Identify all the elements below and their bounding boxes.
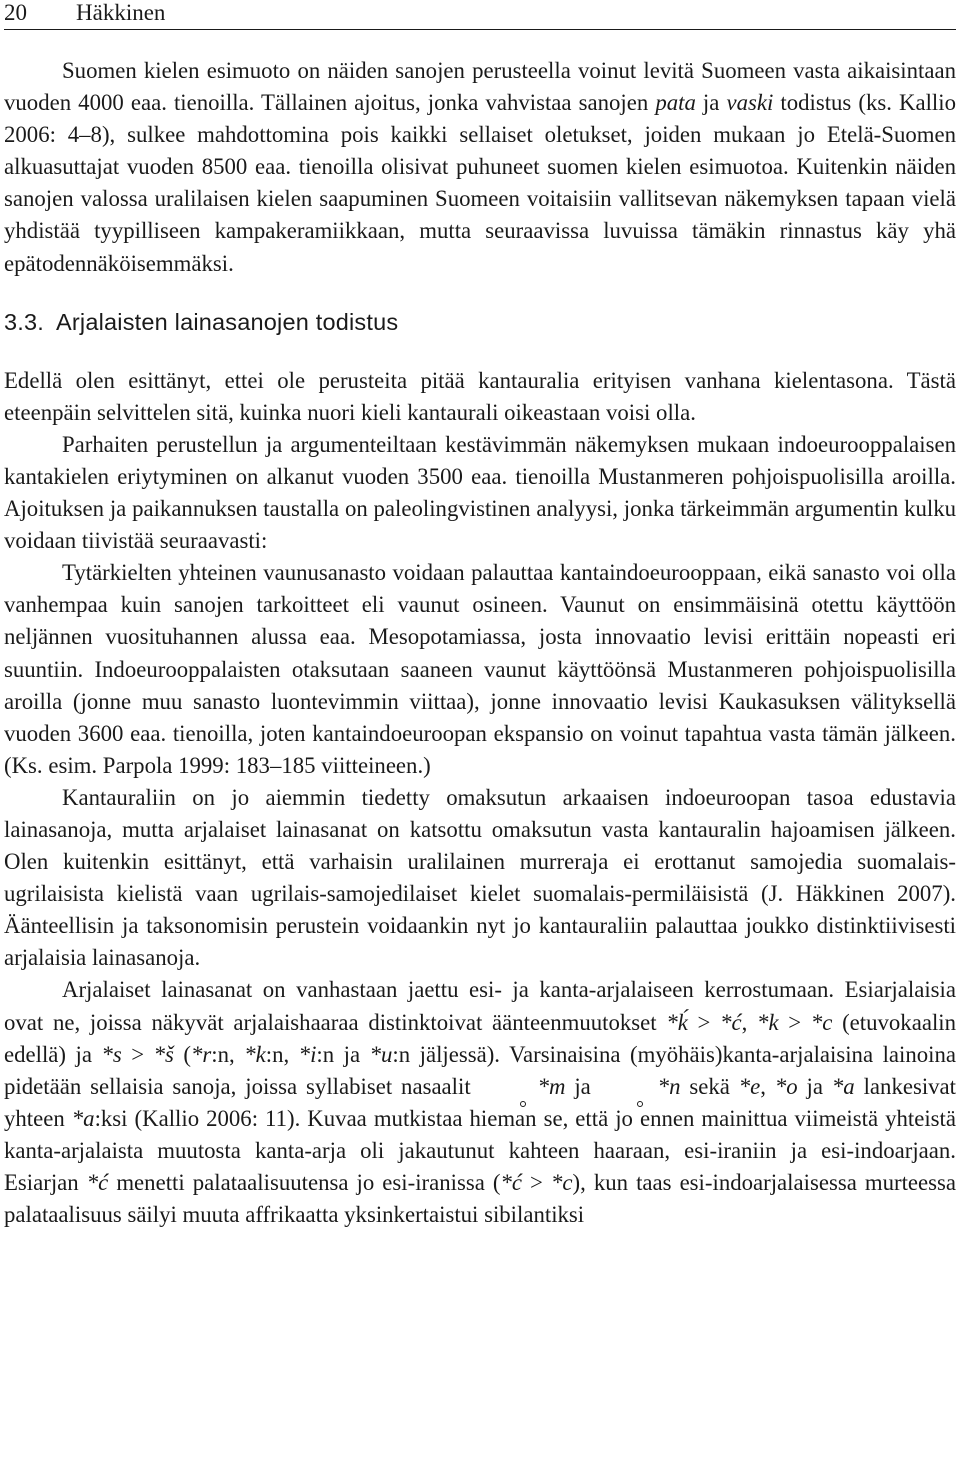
p6-text-g: :n jäljessä). Varsinaisina (myöhäis)kanta-arjalaisina lainoina pidetään sellaisia sanoja, joissa syllabiset nasaalit	[4, 1041, 957, 1099]
p6-text-k: lankesivat yhteen	[4, 1073, 957, 1131]
running-head	[4, 0, 956, 30]
word-vaski: vaski	[726, 90, 774, 116]
paragraph-1	[4, 55, 956, 280]
phoneme-syllabic-m: *m	[480, 1071, 566, 1103]
phoneme-c-acute-2: *ć	[86, 1170, 109, 1195]
p6-comma-2: ,	[760, 1073, 775, 1099]
p6-gt-3: >	[121, 1041, 154, 1067]
paragraph-6	[4, 974, 956, 1231]
paragraph-1-text-ja: ja	[695, 90, 727, 116]
section-heading	[4, 307, 956, 337]
phoneme-c-acute: *ć	[720, 1009, 742, 1035]
paragraph-1-text-b: todistus (ks. Kallio 2006: 4‒8), sulkee mahdottomina pois kaikki sellaiset oletukset, joiden mukaan jo Etelä-Suomen alkuasuttajat vuoden 8500 eaa. tienoilla olisivat puhuneet suomen kielen esimuotoa. Kuitenkin näiden sanojen valossa uralilaisen kielen saapuminen Suomeen voitaisiin vallitsevan näkemyksen tapaan vielä yhdistää tyypilliseen kampakeramiikkaan, mutta seuraavissa luvuissa tämäkin rinnastus käy yhä epätodennäköisemmäksi.	[4, 90, 956, 276]
p6-text-a: Arjalaiset lainasanat on vanhastaan jaettu esi- ja kanta-arjalaiseen kerrostumaan. Esiarjalaisia ovat ne, joissa näkyvät arjalaishaaraa distinktoivat äänteenmuutokset	[4, 977, 956, 1035]
block-quote: Tytärkielten yhteinen vaunusanasto voidaan palauttaa kantaindoeurooppaan, eikä sanasto voi olla vanhempaa kuin sanojen tarkoitteet eli vaunut osineen. Vaunut on ensimmäisinä otettu käyttöön neljännen vuosituhannen alussa eaa. Mesopotamiassa, josta innovaatio levisi erittäin nopeasti eri suuntiin. Indoeurooppalaisten otaksutaan saaneen vaunut käyttöönsä Mustanmeren pohjoispuolisilla aroilla (jonne muu sanasto luontevimmin viittaa), jonne innovaatio levisi Kaukasuksen välityksellä vuoden 3600 eaa. tienoilla, joten kantaindoeuroopan ekspansio on voinut tapahtua vasta tämän jälkeen. (Ks. esim. Parpola 1999: 183‒185 viitteineen.)	[4, 560, 956, 778]
phoneme-syllabic-n: *n	[600, 1071, 681, 1103]
phoneme-a: *a	[831, 1073, 855, 1099]
p6-comma-1: ,	[741, 1009, 758, 1035]
phoneme-r: *r	[190, 1041, 212, 1067]
phoneme-c-2: *c	[550, 1170, 573, 1195]
p6-text-j: ja	[797, 1073, 832, 1099]
p6-gt-1: >	[687, 1009, 721, 1035]
phoneme-k-acute: *ḱ	[666, 1009, 688, 1035]
p6-text-c: (	[173, 1041, 191, 1067]
p6-text-d: :n,	[211, 1041, 245, 1067]
p6-text-l: :ksi (Kallio 2006: 11). Kuvaa mutkistaa hieman se, että jo ennen mainittua viimeistä yhteistä kanta-arjalaista muutosta kanta-arja oli jakautunut kahteen haaraan, esi-iraniin ja esi-indoarjaan. Esiarjan	[4, 1105, 956, 1195]
phoneme-k: *k	[757, 1009, 779, 1035]
running-head-author: Häkkinen	[76, 0, 166, 25]
book-page	[4, 0, 956, 1231]
phoneme-e: *e	[738, 1073, 761, 1099]
word-pata: pata	[655, 90, 696, 116]
section-title: Arjalaisten lainasanojen todistus	[56, 308, 399, 335]
p6-text-b: (etuvokaalin edellä) ja	[4, 1009, 957, 1067]
phoneme-i: *i	[298, 1041, 317, 1067]
phoneme-s-caron: *š	[153, 1041, 174, 1067]
phoneme-s: *s	[101, 1041, 122, 1067]
p6-text-h: ja	[565, 1073, 600, 1099]
phoneme-a-2: *a	[71, 1105, 95, 1131]
paragraph-5: Kantauraliin on jo aiemmin tiedetty omaksutun arkaaisen indoeuroopan tasoa edustavia lainasanoja, mutta arjalaiset lainasanat on katsottu omaksutun vasta kantauralin hajoamisen jälkeen. Olen kuitenkin esittänyt, että varhaisin uralilainen murreraja ei erottanut samojedia suomalais-ugrilaisista kielistä vaan ugrilais-samojedilaiset kielet suomalais-permiläisistä (J. Häkkinen 2007). Äänteellisin ja taksonomisin perustein voidaankin nyt jo kantauraliin palauttaa joukko distinktiivisesti arjalaisia lainasanoja.	[4, 784, 956, 971]
phoneme-u: *u	[369, 1041, 393, 1067]
p6-gt-4: >	[522, 1170, 551, 1195]
p6-gt-2: >	[778, 1009, 811, 1035]
body-text	[4, 55, 956, 1231]
paragraph-1-text-a: Suomen kielen esimuoto on näiden sanojen perusteella voinut levitä Suomeen vasta aikaisintaan vuoden 4000 eaa. tienoilla. Tällainen ajoitus, jonka vahvistaa sanojen	[4, 58, 956, 116]
p6-text-i: sekä	[680, 1073, 739, 1099]
p6-text-f: :n ja	[316, 1041, 370, 1067]
paragraph-2: Edellä olen esittänyt, ettei ole perusteita pitää kantauralia erityisen vanhana kielentasona. Tästä eteenpäin selvittelen sitä, kuinka nuori kieli kantaurali oikeastaan voisi olla.	[4, 367, 956, 425]
section-number: 3.3.	[4, 308, 44, 335]
paragraph-3: Parhaiten perustellun ja argumenteiltaan kestävimmän näkemyksen mukaan indoeurooppalaisen kantakielen eriytyminen on alkanut vuoden 3500 eaa. tienoilla Mustanmeren pohjoispuolisilla aroilla. Ajoituksen ja paikannuksen taustalla on paleolingvistinen analyysi, jonka tärkeimmän argumentin kulku voidaan tiivistää seuraavasti:	[4, 431, 956, 554]
phoneme-c: *c	[810, 1009, 833, 1035]
phoneme-o: *o	[774, 1073, 798, 1099]
phoneme-k-2: *k	[244, 1041, 266, 1067]
page-number: 20	[4, 0, 27, 25]
p6-text-n: ), kun taas esi-indoarjalaisessa murteessa palataalisuus säilyi muuta affrikaatta yksinkertaistui sibilantiksi	[4, 1170, 957, 1228]
p6-text-e: :n,	[265, 1041, 299, 1067]
phoneme-c-acute-3: *ć	[500, 1170, 523, 1195]
p6-text-m: menetti palataalisuutensa jo esi-iranissa (	[108, 1170, 501, 1195]
